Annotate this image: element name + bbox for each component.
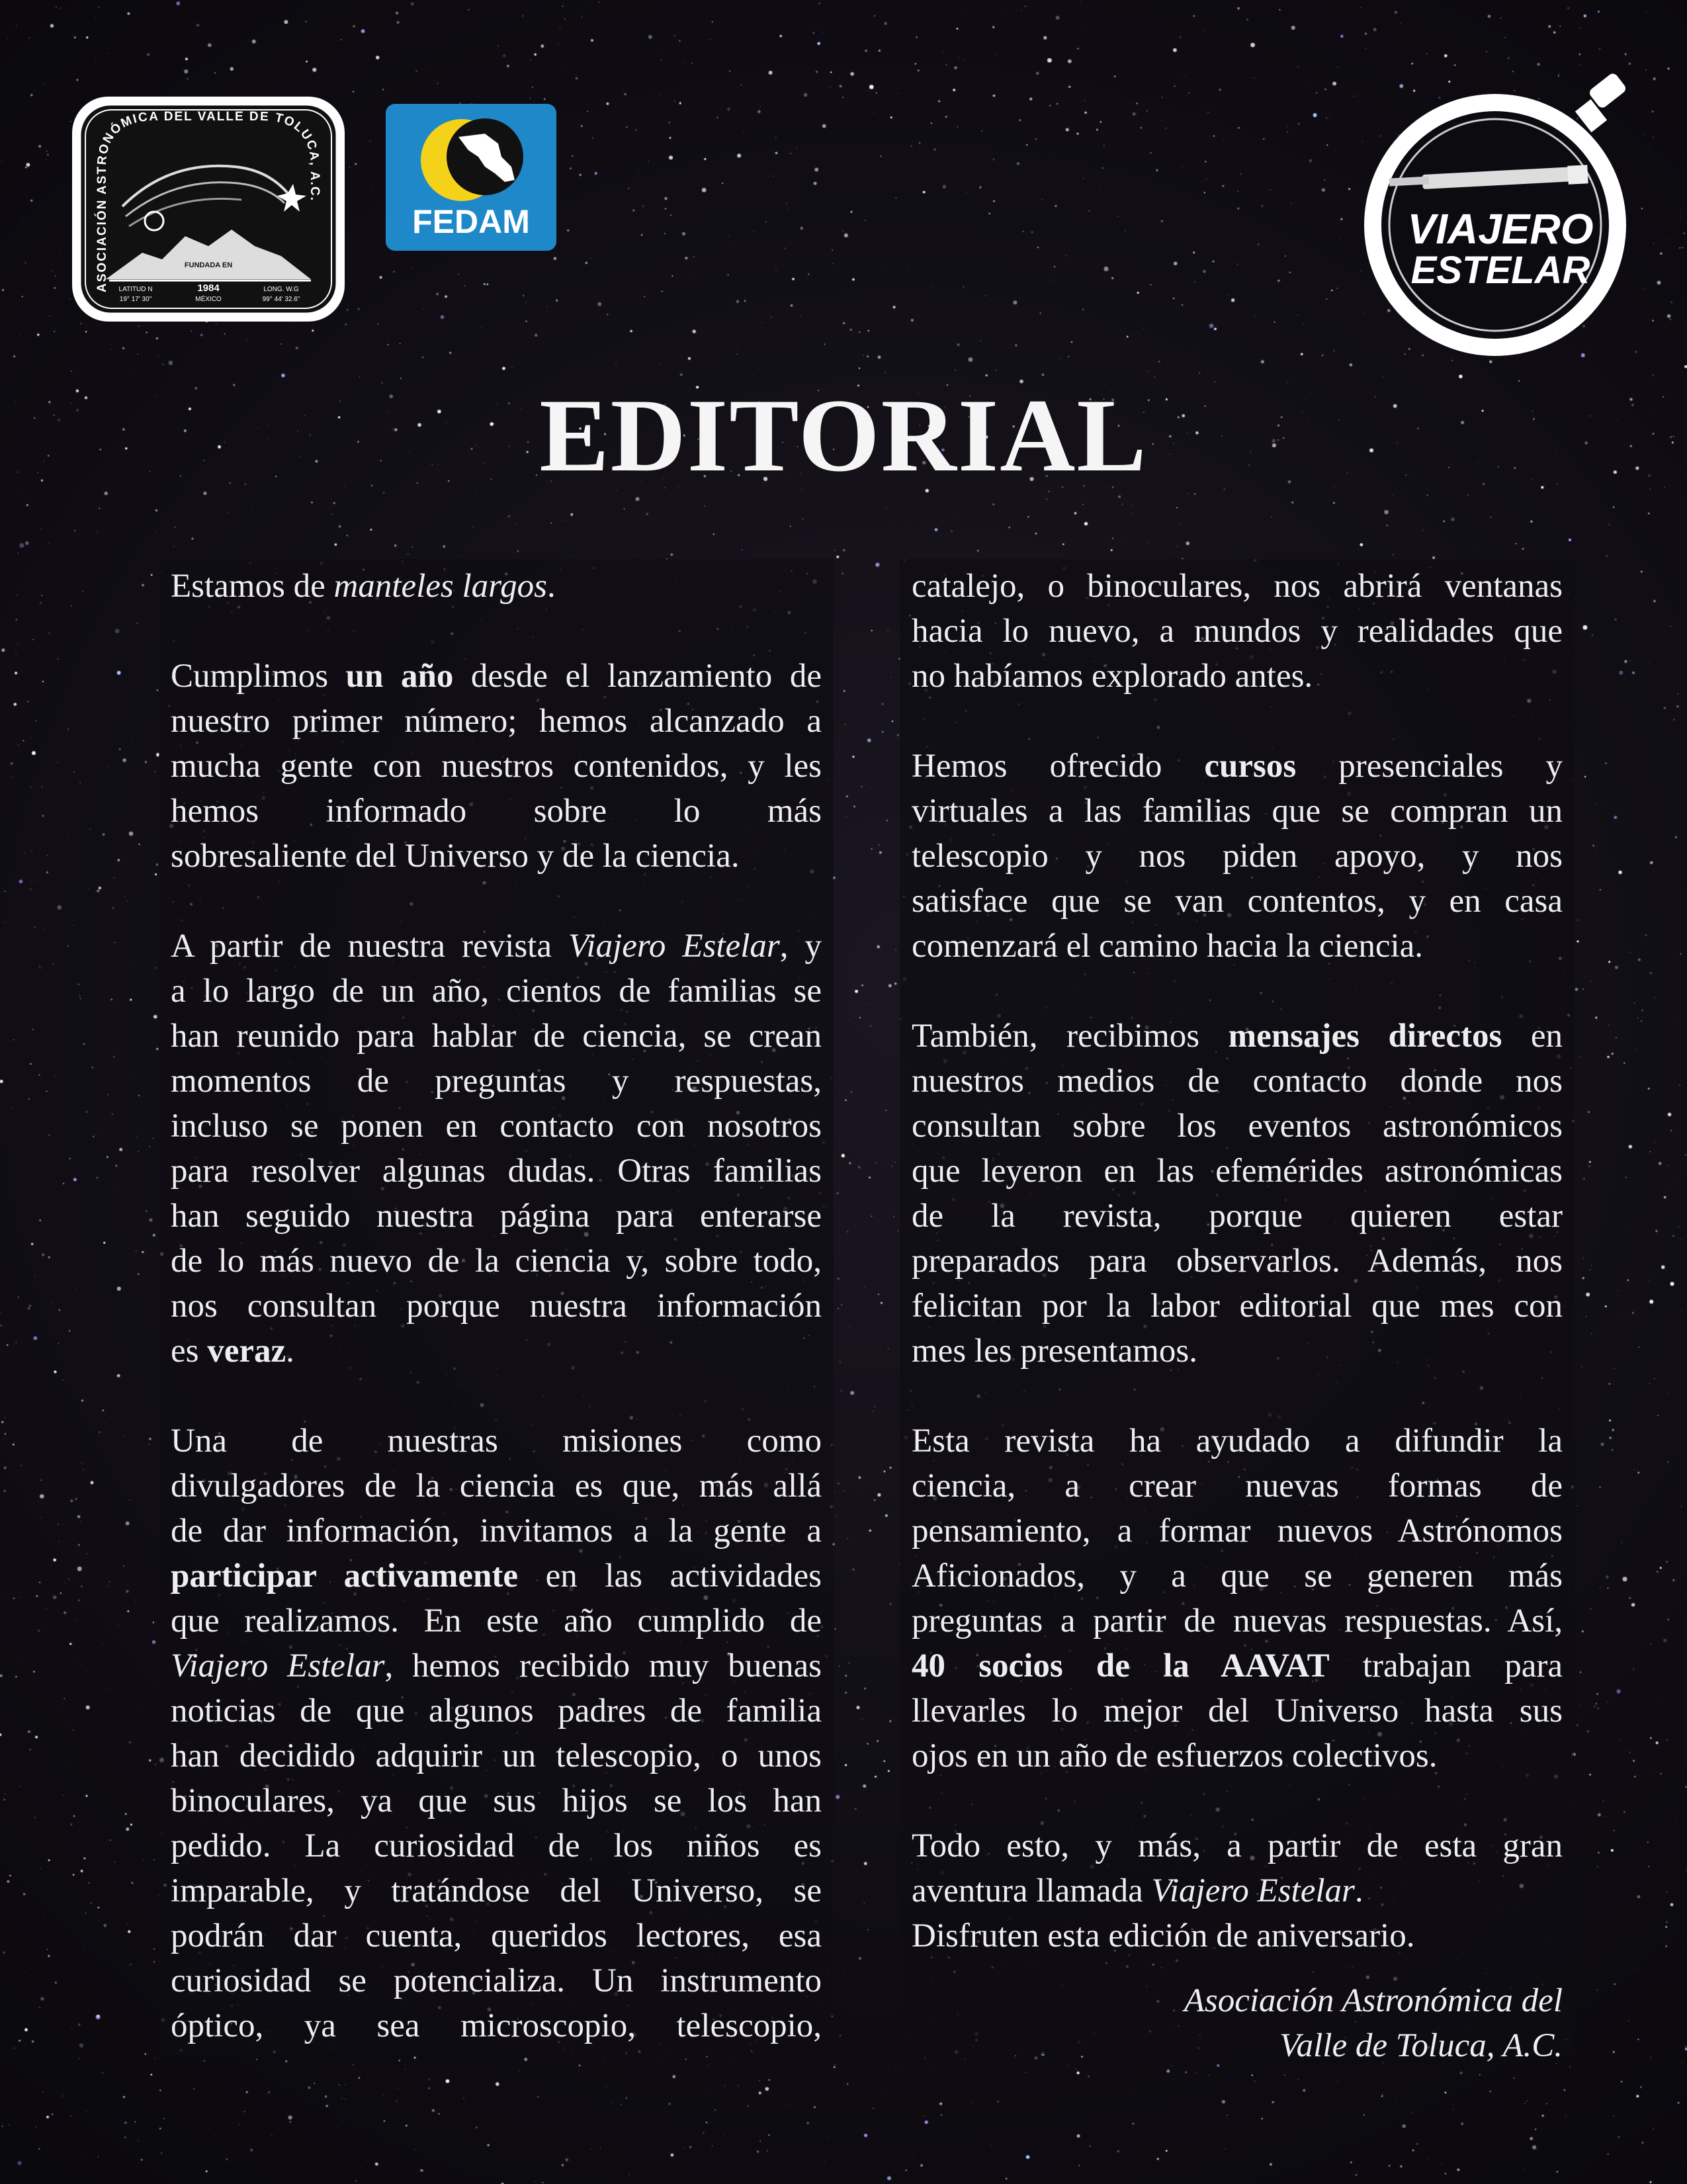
aavat-founded-label: FUNDADA EN (184, 261, 233, 269)
signature: Asociación Astronómica del Valle de Toluca, A.C. (1184, 1982, 1563, 2064)
left-column (171, 564, 822, 2048)
aavat-country: MÉXICO (195, 296, 222, 303)
paragraph: Cumplimos un año desde el lanzamiento de nuestro primer número; hemos alcanzado a mucha gente con nuestros contenidos, y les hemos informado sobre lo más sobresaliente del Universo y de la ciencia. (171, 658, 822, 875)
aavat-logo (69, 94, 347, 324)
viajero-line1: VIAJERO (1407, 205, 1594, 253)
paragraph: Todo esto, y más, a partir de esta gran aventura llamada Viajero Estelar. Disfruten esta edición de aniversario. (912, 1827, 1563, 1954)
paragraph: Esta revista ha ayudado a difundir la ciencia, a crear nuevas formas de pensamiento, a formar nuevos Astrónomos Aficionados, y a que se generen más preguntas a partir de nuevas respuestas. Así, 40 socios de la AAVAT trabajan para llevarles lo mejor del Universo hasta sus ojos en un año de esfuerzos colectivos. (912, 1422, 1563, 1774)
aavat-founded-year: 1984 (197, 283, 220, 294)
fedam-logo (386, 104, 556, 251)
right-column (912, 564, 1563, 2068)
aavat-lat-value: 19° 17' 30" (119, 296, 152, 303)
aavat-long-label: LONG. W.G (263, 286, 299, 293)
page-title: EDITORIAL (539, 378, 1148, 494)
fedam-label: FEDAM (412, 203, 530, 240)
aavat-ring-text: ASOCIACIÓN ASTRONÓMICA DEL VALLE DE TOLUCA, A.C. (95, 109, 322, 292)
paragraph: También, recibimos mensajes directos en nuestros medios de contacto donde nos consultan sobre los eventos astronómicos que leyeron en las efemérides astronómicas de la revista, porque quieren estar preparados para observarlos. Además, nos felicitan por la labor editorial que mes con mes les presentamos. (912, 1018, 1563, 1370)
viajero-estelar-logo (1350, 66, 1641, 364)
aavat-long-value: 99° 44' 32.6" (262, 296, 300, 303)
paragraph: Hemos ofrecido cursos presenciales y virtuales a las familias que se compran un telescopio y nos piden apoyo, y nos satisface que se van contentos, y en casa comenzará el camino hacia la ciencia. (912, 748, 1563, 965)
paragraph: catalejo, o binoculares, nos abrirá ventanas hacia lo nuevo, a mundos y realidades que no habíamos explorado antes. (912, 568, 1563, 695)
paragraph: A partir de nuestra revista Viajero Estelar, y a lo largo de un año, cientos de familias se han reunido para hablar de ciencia, se crean momentos de preguntas y respuestas, incluso se ponen en contacto con nosotros para resolver algunas dudas. Otras familias han seguido nuestra página para enterarse de lo más nuevo de la ciencia y, sobre todo, nos consultan porque nuestra información es veraz. (171, 928, 822, 1370)
viajero-line2: ESTELAR (1410, 249, 1590, 292)
paragraph: Estamos de manteles largos. (171, 568, 556, 605)
paragraph: Una de nuestras misiones como divulgadores de la ciencia es que, más allá de dar información, invitamos a la gente a participar activamente en las actividades que realizamos. En este año cumplido de Viajero Estelar, hemos recibido muy buenas noticias de que algunos padres de familia han decidido adquirir un telescopio, o unos binoculares, ya que sus hijos se los han pedido. La curiosidad de los niños es imparable, y tratándose del Universo, se podrán dar cuenta, queridos lectores, esa curiosidad se potencializa. Un instrumento óptico, ya sea microscopio, telescopio, (171, 1422, 822, 2044)
aavat-lat-label: LATITUD N (118, 286, 153, 293)
